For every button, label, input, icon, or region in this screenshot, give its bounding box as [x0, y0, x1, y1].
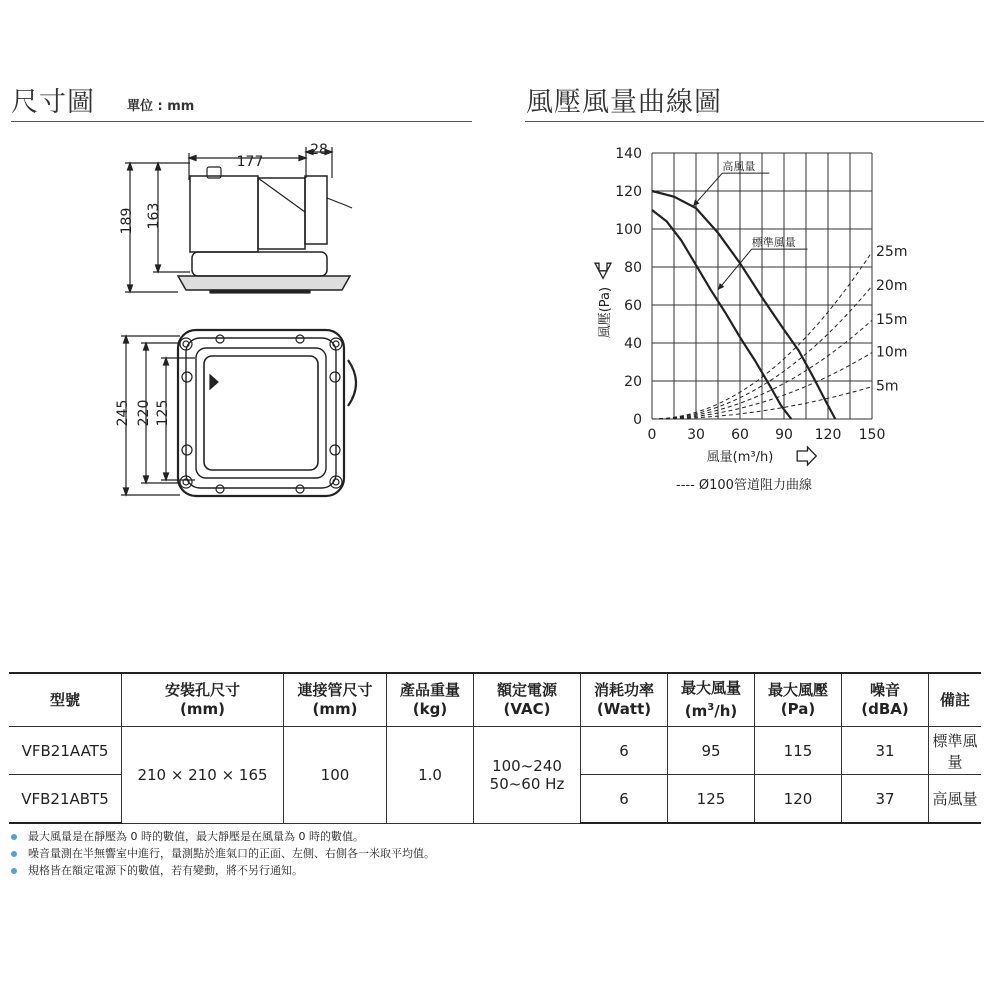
cell-model: VFB21ABT5	[9, 775, 122, 824]
table-row	[9, 727, 981, 775]
chart-title: 風壓風量曲線圖	[526, 87, 722, 118]
chart-legend: ---- Ø100管道阻力曲線	[676, 478, 812, 493]
cell-power-supply: 100~240 50~60 Hz	[474, 727, 581, 824]
table-header-row	[9, 673, 981, 727]
header-model: 型號	[9, 673, 122, 727]
bullet-icon	[11, 851, 17, 857]
bullet-icon	[11, 868, 17, 874]
header-pressure: 最大風壓 (Pa)	[755, 673, 842, 727]
cell-watt: 6	[581, 775, 668, 824]
y-tick-label: 80	[624, 260, 642, 276]
dim-width-label: 177	[236, 154, 264, 170]
series-label: 高風量	[722, 160, 756, 174]
y-tick-label: 20	[624, 374, 642, 390]
cell-pressure: 115	[755, 727, 842, 775]
series-label: 標準風量	[751, 236, 796, 250]
x-tick-label: 30	[687, 427, 705, 443]
cell-watt: 6	[581, 727, 668, 775]
header-hole-size: 安裝孔尺寸 (mm)	[122, 673, 284, 727]
header-note: 備註	[929, 673, 982, 727]
arrow-right-icon	[797, 447, 816, 465]
dim-height-total-label: 189	[119, 207, 135, 235]
x-tick-label: 90	[775, 427, 793, 443]
cell-pressure: 120	[755, 775, 842, 824]
y-tick-label: 120	[615, 184, 642, 200]
header-watt: 消耗功率 (Watt)	[581, 673, 668, 727]
header-power-supply: 額定電源 (VAC)	[474, 673, 581, 727]
note-item: 最大風量是在靜壓為 0 時的數值，最大靜壓是在風量為 0 時的數值。	[11, 828, 435, 845]
header-pipe-size: 連接管尺寸 (mm)	[284, 673, 387, 727]
chart-grid	[652, 153, 872, 419]
resistance-label: 15m	[876, 312, 908, 329]
y-tick-label: 0	[633, 412, 642, 428]
cell-model: VFB21AAT5	[9, 727, 122, 775]
header-airflow: 最大風量 $(m^3/h)$	[668, 673, 755, 727]
pressure-flow-chart	[580, 135, 920, 475]
dimension-drawing	[110, 135, 490, 515]
header-noise: 噪音 (dBA)	[842, 673, 929, 727]
notes	[11, 828, 435, 879]
arrow-up-icon	[595, 263, 611, 278]
dim-depth-label: 28	[310, 142, 328, 158]
cell-airflow: 95	[668, 727, 755, 775]
cell-note: 標準風量	[929, 727, 982, 775]
cell-airflow: 125	[668, 775, 755, 824]
x-tick-label: 150	[858, 427, 886, 443]
y-tick-label: 140	[615, 146, 642, 162]
dimensions-rule	[11, 121, 472, 122]
y-tick-label: 60	[624, 298, 642, 314]
resistance-label: 10m	[876, 344, 908, 361]
cell-pipe-size: 100	[284, 727, 387, 824]
dim-mid-label: 220	[136, 399, 152, 427]
resistance-curves	[652, 244, 907, 419]
unit-label: 單位 : mm	[127, 99, 195, 114]
cell-noise: 37	[842, 775, 929, 824]
cell-hole-size: 210 × 210 × 165	[122, 727, 284, 824]
y-axis-label: 風壓(Pa)	[598, 286, 613, 339]
x-tick-label: 0	[647, 427, 657, 443]
header-weight: 產品重量 (kg)	[387, 673, 474, 727]
bullet-icon	[11, 834, 17, 840]
dim-inner-label: 125	[155, 399, 171, 427]
y-tick-label: 100	[615, 222, 642, 238]
resistance-label: 5m	[876, 378, 899, 395]
resistance-label: 20m	[876, 278, 908, 294]
y-tick-label: 40	[624, 336, 642, 352]
x-axis-label: 風量(m³/h)	[706, 450, 774, 465]
x-tick-label: 120	[814, 427, 842, 443]
cell-weight: 1.0	[387, 727, 474, 824]
spec-table	[9, 672, 981, 824]
cell-noise: 31	[842, 727, 929, 775]
note-item: 規格皆在額定電源下的數值，若有變動，將不另行通知。	[11, 862, 435, 879]
dim-height-body-label: 163	[146, 202, 162, 230]
resistance-label: 25m	[876, 243, 908, 260]
x-tick-label: 60	[731, 427, 749, 443]
chart-rule	[525, 121, 984, 122]
cell-note: 高風量	[929, 775, 982, 824]
dimensions-title: 尺寸圖	[11, 87, 95, 118]
dim-outer-label: 245	[115, 399, 131, 427]
note-item: 噪音量測在半無響室中進行，量測點於進氣口的正面、左側、右側各一米取平均值。	[11, 845, 435, 862]
